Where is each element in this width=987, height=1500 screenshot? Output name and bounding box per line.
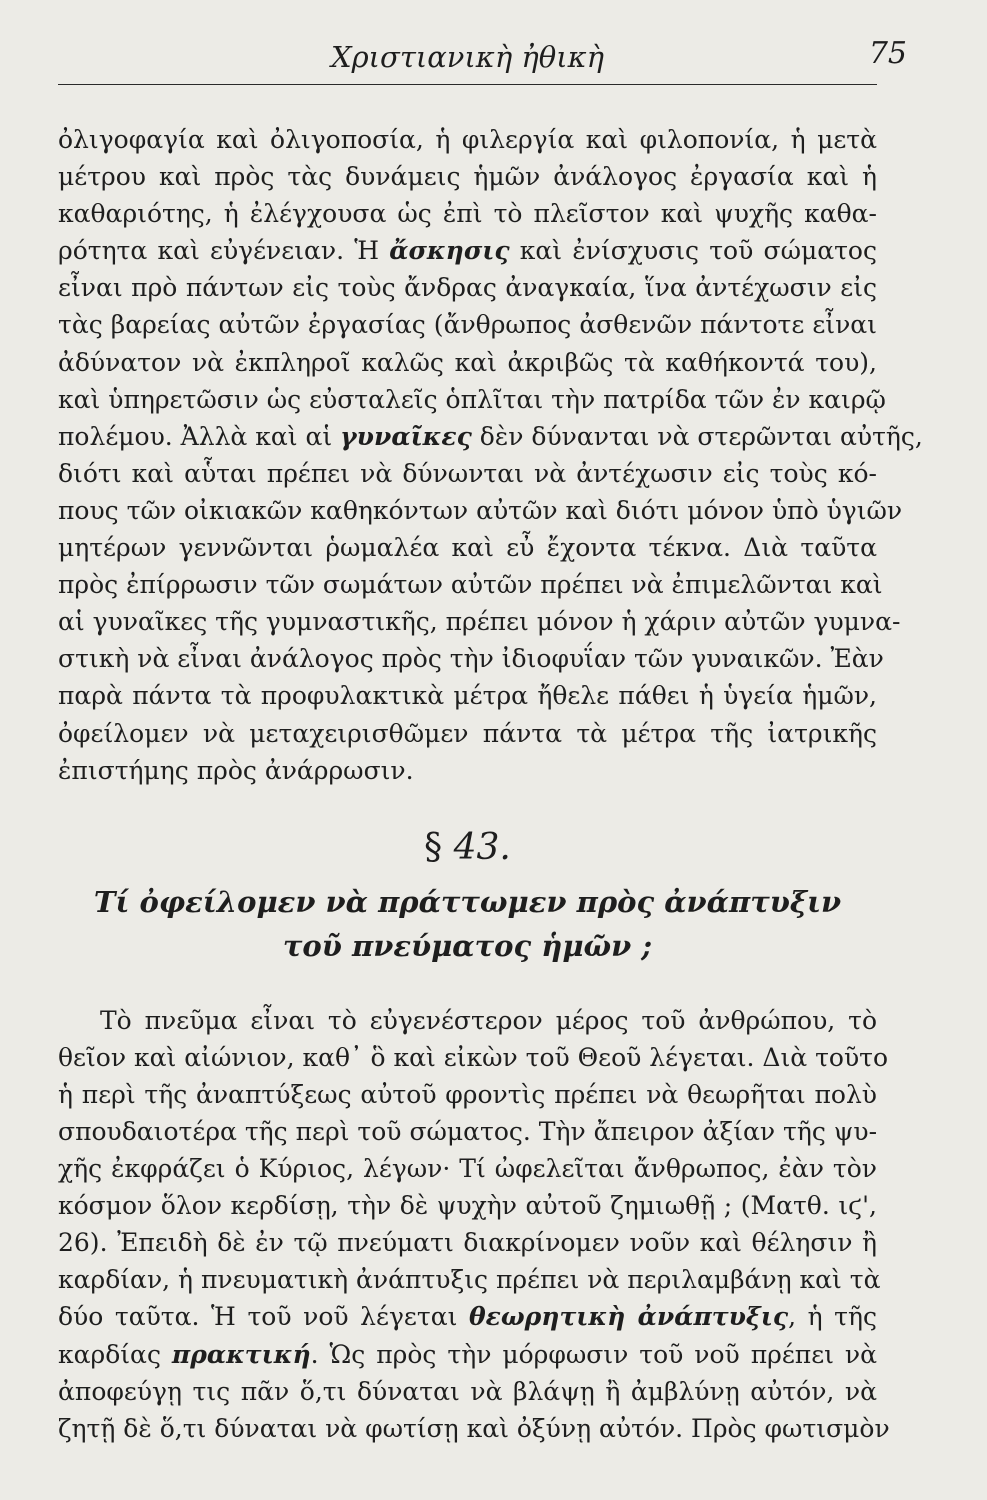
heading-line-2: τοῦ πνεύματος ἡμῶν ; [282, 928, 653, 963]
text-line: πολέμου. Ἀλλὰ καὶ αἱ γυναῖκες δὲν δύνανται νὰ στερῶνται αὐτῆς, [58, 421, 923, 451]
text-line: δύο ταῦτα. Ἡ τοῦ νοῦ λέγεται θεωρητικὴ ἀνάπτυξις, ἡ τῆς [58, 1302, 877, 1332]
text-line: καρδίαν, ἡ πνευματικὴ ἀνάπτυξις πρέπει νὰ περιλαμβάνῃ καὶ τὰ [58, 1265, 881, 1295]
text-line: ἀδύνατον νὰ ἐκπληροῖ καλῶς καὶ ἀκριβῶς τὰ καθήκοντά του), [58, 347, 877, 377]
section-number [58, 827, 877, 868]
running-header [58, 32, 907, 85]
paragraph-health [58, 121, 923, 789]
text-line: πρὸς ἐπίρρωσιν τῶν σωμάτων αὐτῶν πρέπει νὰ ἐπιμελῶνται καὶ [58, 570, 883, 600]
text-line: θεῖον καὶ αἰώνιον, καθ᾽ ὃ καὶ εἰκὼν τοῦ Θεοῦ λέγεται. Διὰ τοῦτο [58, 1042, 889, 1072]
text-line: καὶ ὑπηρετῶσιν ὡς εὐσταλεῖς ὁπλῖται τὴν πατρίδα τῶν ἐν καιρῷ [58, 384, 886, 414]
page-number: 75 [868, 36, 907, 71]
paragraph-spirit [58, 1002, 890, 1447]
text-line: καθαριότης, ἡ ἐλέγχουσα ὡς ἐπὶ τὸ πλεῖστον καὶ ψυχῆς καθα- [58, 199, 877, 229]
text-line: μητέρων γεννῶνται ῥωμαλέα καὶ εὖ ἔχοντα τέκνα. Διὰ ταῦτα [58, 533, 877, 563]
section-num: 43. [453, 826, 511, 868]
text-line: ὀφείλομεν νὰ μεταχειρισθῶμεν πάντα τὰ μέτρα τῆς ἰατρικῆς [58, 718, 877, 748]
text-line: μέτρου καὶ πρὸς τὰς δυνάμεις ἡμῶν ἀνάλογος ἐργασία καὶ ἡ [58, 162, 877, 192]
text-line: κόσμον ὅλον κερδίσῃ, τὴν δὲ ψυχὴν αὐτοῦ ζημιωθῇ ; (Ματθ. ιϛ', [58, 1191, 877, 1221]
text-line: ἀποφεύγῃ τις πᾶν ὅ,τι δύναται νὰ βλάψῃ ἢ ἀμβλύνῃ αὐτόν, νὰ [58, 1376, 877, 1406]
text-line: στικὴ νὰ εἶναι ἀνάλογος πρὸς τὴν ἰδιοφυΐαν τῶν γυναικῶν. Ἐὰν [58, 644, 884, 674]
heading-line-1: Τί ὀφείλομεν νὰ πράττωμεν πρὸς ἀνάπτυξιν [93, 884, 842, 919]
text-line: ζητῇ δὲ ὅ,τι δύναται νὰ φωτίσῃ καὶ ὀξύνῃ αὐτόν. Πρὸς φωτισμὸν [58, 1413, 890, 1443]
text-line: ἐπιστήμης πρὸς ἀνάρρωσιν. [58, 755, 414, 785]
text-line: εἶναι πρὸ πάντων εἰς τοὺς ἄνδρας ἀναγκαία, ἵνα ἀντέχωσιν εἰς [58, 273, 877, 303]
emphasis-praktiki: πρακτική [171, 1339, 311, 1369]
text-line: παρὰ πάντα τὰ προφυλακτικὰ μέτρα ἤθελε πάθει ἡ ὑγεία ἡμῶν, [58, 681, 877, 711]
text-line: 26). Ἐπειδὴ δὲ ἐν τῷ πνεύματι διακρίνομεν νοῦν καὶ θέλησιν ἢ [58, 1228, 877, 1258]
text-line: διότι καὶ αὗται πρέπει νὰ δύνωνται νὰ ἀντέχωσιν εἰς τοὺς κό- [58, 458, 877, 488]
text-line: σπουδαιοτέρα τῆς περὶ τοῦ σώματος. Τὴν ἄπειρον ἀξίαν τῆς ψυ- [58, 1116, 878, 1146]
text-line: Τὸ πνεῦμα εἶναι τὸ εὐγενέστερον μέρος τοῦ ἀνθρώπου, τὸ [100, 1005, 877, 1035]
text-line: χῆς ἐκφράζει ὁ Κύριος, λέγων· Τί ὠφελεῖται ἄνθρωπος, ἐὰν τὸν [58, 1154, 877, 1184]
running-title: Χριστιανικὴ ἠθικὴ [330, 40, 605, 74]
text-line: πους τῶν οἰκιακῶν καθηκόντων αὐτῶν καὶ διότι μόνον ὑπὸ ὑγιῶν [58, 495, 903, 525]
emphasis-askisis: ἄσκησις [389, 236, 510, 266]
text-line: τὰς βαρείας αὐτῶν ἐργασίας (ἄνθρωπος ἀσθενῶν πάντοτε εἶναι [58, 310, 877, 340]
section-symbol: § [424, 826, 443, 868]
emphasis-gynaikes: γυναῖκες [340, 421, 472, 451]
emphasis-theoretiki: θεωρητικὴ ἀνάπτυξις [468, 1302, 789, 1332]
text-line: ἡ περὶ τῆς ἀναπτύξεως αὐτοῦ φροντὶς πρέπει νὰ θεωρῆται πολὺ [58, 1079, 877, 1109]
text-line: αἱ γυναῖκες τῆς γυμναστικῆς, πρέπει μόνον ἡ χάριν αὐτῶν γυμνα- [58, 607, 901, 637]
text-line: ὀλιγοφαγία καὶ ὀλιγοποσία, ἡ φιλεργία καὶ φιλοπονία, ἡ μετὰ [58, 125, 877, 154]
text-line: ρότητα καὶ εὐγένειαν. Ἡ ἄσκησις καὶ ἐνίσχυσις τοῦ σώματος [58, 236, 877, 266]
text-line: καρδίας πρακτική. Ὡς πρὸς τὴν μόρφωσιν τοῦ νοῦ πρέπει νὰ [58, 1339, 877, 1369]
section-heading [58, 880, 877, 968]
